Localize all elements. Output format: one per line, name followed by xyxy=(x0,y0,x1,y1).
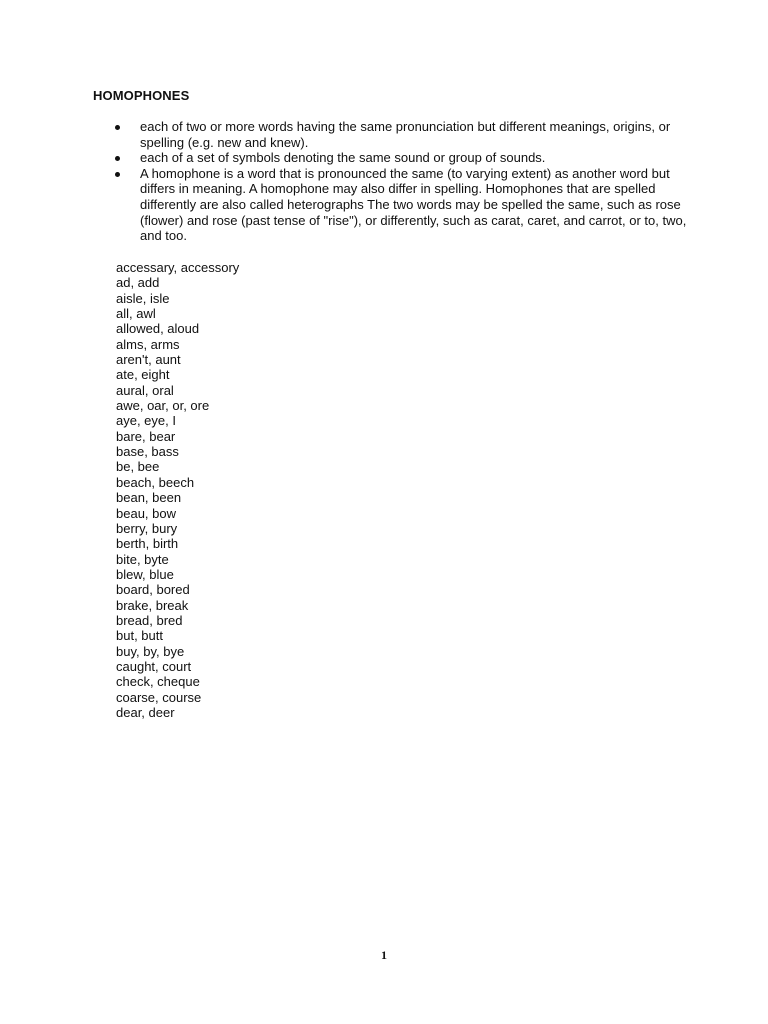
homophone-item: blew, blue xyxy=(116,566,174,582)
homophone-item: allowed, aloud xyxy=(116,321,200,337)
page-number: 1 xyxy=(381,948,387,962)
definition-item xyxy=(93,150,693,166)
definition-text: each of two or more words having the same pronunciation but different meanings, origins, or spelling (e.g. new and knew). xyxy=(140,119,671,150)
homophone-item: board, bored xyxy=(116,582,190,598)
homophone-item: aren't, aunt xyxy=(116,352,181,368)
homophone-item: aural, oral xyxy=(116,382,174,398)
homophone-item: base, bass xyxy=(116,444,179,460)
definition-text: A homophone is a word that is pronounced the same (to varying extent) as another word but differs in meaning. A homophone may also differ in spelling. Homophones that are spelled differently are also called heterographs The two words may be spelled the same, such as rose (flower) and rose (past tense of "rise"), or differently, such as carat, caret, and carrot, or to, two, and too. xyxy=(140,165,687,244)
bullet-icon xyxy=(115,172,120,177)
homophone-item: beau, bow xyxy=(116,505,176,521)
page-title: HOMOPHONES xyxy=(93,88,190,103)
homophone-list xyxy=(116,260,239,720)
homophone-item: ate, eight xyxy=(116,367,170,383)
homophone-item: caught, court xyxy=(116,658,192,674)
homophone-item: be, bee xyxy=(116,459,160,475)
bullet-icon xyxy=(115,156,120,161)
homophone-item: bare, bear xyxy=(116,428,176,444)
homophone-item: berry, bury xyxy=(116,520,178,536)
homophone-item: dear, deer xyxy=(116,704,175,720)
homophone-item: ad, add xyxy=(116,275,160,291)
homophone-item: aye, eye, I xyxy=(116,413,176,429)
homophone-item: buy, by, bye xyxy=(116,643,185,659)
homophone-item: all, awl xyxy=(116,306,156,322)
homophone-item: but, butt xyxy=(116,628,163,644)
homophone-item: alms, arms xyxy=(116,336,180,352)
homophone-item: bread, bred xyxy=(116,612,183,628)
homophone-item: accessary, accessory xyxy=(116,260,240,275)
homophone-item: awe, oar, or, ore xyxy=(116,398,210,414)
homophone-item: bite, byte xyxy=(116,551,169,567)
homophone-item: bean, been xyxy=(116,490,182,506)
bullet-icon xyxy=(115,125,120,130)
definition-text: each of a set of symbols denoting the same sound or group of sounds. xyxy=(140,150,546,166)
homophone-item: beach, beech xyxy=(116,474,195,490)
homophone-item: brake, break xyxy=(116,597,189,613)
homophone-item: check, cheque xyxy=(116,674,200,690)
homophone-item: coarse, course xyxy=(116,689,202,705)
definition-item xyxy=(93,119,693,150)
definition-item xyxy=(93,166,693,244)
homophone-item: aisle, isle xyxy=(116,290,170,306)
definition-list xyxy=(93,119,693,244)
homophone-item: berth, birth xyxy=(116,536,179,552)
